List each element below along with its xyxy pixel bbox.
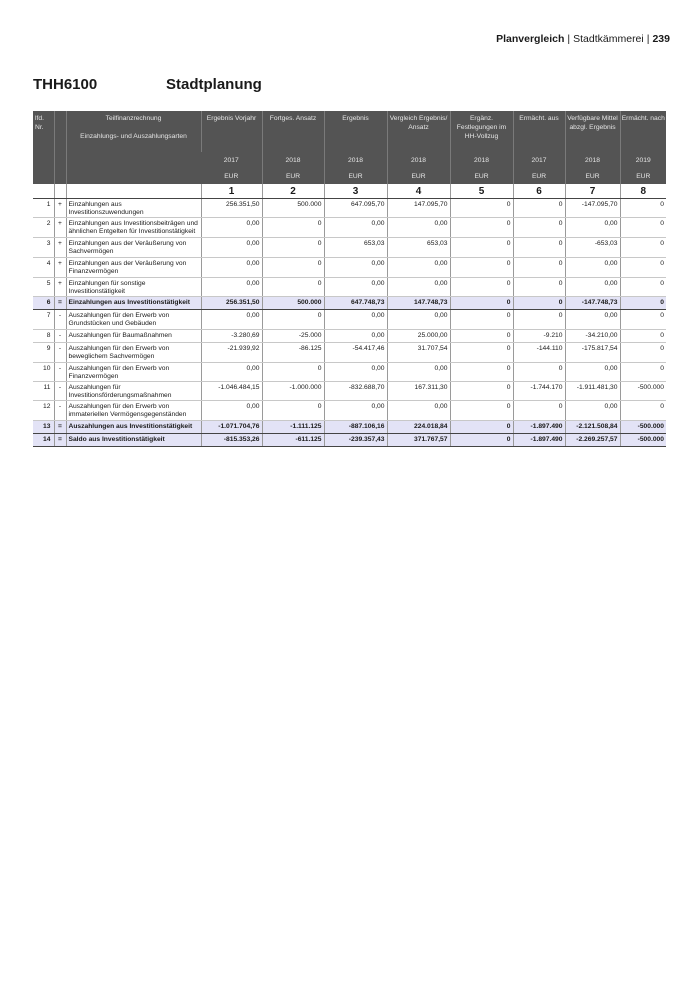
cell-value: 0 [513, 199, 565, 218]
cell-value: 0,00 [565, 218, 620, 238]
finance-table [33, 111, 666, 447]
col-header-1: Ergebnis Vorjahr [201, 111, 262, 152]
col-number-2: 2 [262, 184, 324, 199]
cell-value: -25.000 [262, 330, 324, 343]
row-number: 6 [33, 297, 54, 310]
cell-value: 0,00 [201, 258, 262, 278]
col-unit-1: EUR [201, 168, 262, 184]
row-sign: + [54, 218, 66, 238]
table-row [33, 330, 666, 343]
cell-value: 0 [513, 258, 565, 278]
col-header-label-1: Teilfinanzrechnung [105, 115, 162, 122]
cell-value: 0,00 [201, 238, 262, 258]
row-number: 12 [33, 401, 54, 421]
col-header-label-2: Einzahlungs- und Auszahlungsarten [80, 133, 187, 140]
row-label: Auszahlungen für Investitionsförderungsmaßnahmen [66, 382, 201, 401]
cell-value: 0 [620, 258, 666, 278]
cell-value: 0 [513, 310, 565, 330]
cell-value: -815.353,26 [201, 434, 262, 447]
cell-value: 0 [450, 401, 513, 421]
department-name: Stadtkämmerei [573, 33, 644, 45]
cell-value: 0,00 [565, 363, 620, 382]
row-label: Auszahlungen für den Erwerb von Grundstücken und Gebäuden [66, 310, 201, 330]
cell-value: 167.311,30 [387, 382, 450, 401]
col-header-ifd: lfd. Nr. [33, 111, 54, 184]
cell-value: -500.000 [620, 434, 666, 447]
cell-value: 147.748,73 [387, 297, 450, 310]
row-number: 3 [33, 238, 54, 258]
cell-value: 371.767,57 [387, 434, 450, 447]
cell-value: 0,00 [324, 363, 387, 382]
cell-value: 0,00 [387, 401, 450, 421]
col-year-3: 2018 [324, 152, 387, 168]
cell-value: 147.095,70 [387, 199, 450, 218]
cell-value: 0,00 [324, 330, 387, 343]
cell-value: 0 [620, 363, 666, 382]
cell-value: 0 [262, 310, 324, 330]
row-sign: + [54, 258, 66, 278]
cell-value: 0 [262, 278, 324, 297]
cell-value: 31.707,54 [387, 343, 450, 363]
col-number-6: 6 [513, 184, 565, 199]
cell-value: 224.018,84 [387, 421, 450, 434]
row-label: Auszahlungen für den Erwerb von immateriellen Vermögensgegenständen [66, 401, 201, 421]
cell-value: 0,00 [201, 363, 262, 382]
col-header-sign [54, 111, 66, 184]
cell-value: 0,00 [201, 278, 262, 297]
row-number: 7 [33, 310, 54, 330]
cell-value: -1.911.481,30 [565, 382, 620, 401]
col-year-1: 2017 [201, 152, 262, 168]
row-label: Einzahlungen aus Investitionszuwendungen [66, 199, 201, 218]
row-sign: = [54, 421, 66, 434]
cell-value: 0 [262, 238, 324, 258]
col-year-2: 2018 [262, 152, 324, 168]
table-header [33, 111, 666, 199]
cell-value: -832.688,70 [324, 382, 387, 401]
cell-value: 0 [450, 297, 513, 310]
col-unit-4: EUR [387, 168, 450, 184]
col-header-8: Ermächt. nach [620, 111, 666, 152]
cell-value: -2.269.257,57 [565, 434, 620, 447]
col-number-1: 1 [201, 184, 262, 199]
page-header: Planvergleich | Stadtkämmerei | 239 [496, 33, 670, 45]
row-sign: + [54, 278, 66, 297]
cell-value: 647.095,70 [324, 199, 387, 218]
row-sign: - [54, 401, 66, 421]
row-number: 11 [33, 382, 54, 401]
row-label: Einzahlungen aus der Veräußerung von Sachvermögen [66, 238, 201, 258]
cell-value: -21.939,92 [201, 343, 262, 363]
cell-value: 0,00 [324, 218, 387, 238]
cell-value: 0 [450, 278, 513, 297]
cell-value: 0 [620, 330, 666, 343]
cell-value: 0 [620, 199, 666, 218]
cell-value: 0,00 [201, 218, 262, 238]
cell-value: -3.280,69 [201, 330, 262, 343]
col-header-4: Vergleich Ergebnis/ Ansatz [387, 111, 450, 152]
col-unit-3: EUR [324, 168, 387, 184]
cell-value: 653,03 [387, 238, 450, 258]
table-row [33, 382, 666, 401]
cell-value: -1.071.704,76 [201, 421, 262, 434]
table-row [33, 218, 666, 238]
cell-value: -2.121.508,84 [565, 421, 620, 434]
col-header-6: Ermächt. aus [513, 111, 565, 152]
col-header-5: Ergänz. Festlegungen im HH-Vollzug [450, 111, 513, 152]
cell-value: 0 [262, 401, 324, 421]
col-year-8: 2019 [620, 152, 666, 168]
row-number: 13 [33, 421, 54, 434]
col-number-8: 8 [620, 184, 666, 199]
col-unit-6: EUR [513, 168, 565, 184]
cell-value: -1.111.125 [262, 421, 324, 434]
table-row [33, 310, 666, 330]
page-number: 239 [652, 33, 670, 45]
cell-value: 0 [620, 218, 666, 238]
cell-value: 0,00 [387, 310, 450, 330]
row-sign: - [54, 330, 66, 343]
cell-value: 653,03 [324, 238, 387, 258]
cell-value: 0,00 [565, 278, 620, 297]
table-row [33, 238, 666, 258]
cell-value: -86.125 [262, 343, 324, 363]
cell-value: 0 [262, 363, 324, 382]
row-label: Auszahlungen für den Erwerb von Finanzvermögen [66, 363, 201, 382]
cell-value: 0 [513, 363, 565, 382]
cell-value: 0 [450, 238, 513, 258]
cell-value: -887.106,16 [324, 421, 387, 434]
col-unit-8: EUR [620, 168, 666, 184]
col-unit-2: EUR [262, 168, 324, 184]
cell-value: -1.000.000 [262, 382, 324, 401]
cell-value: 0 [513, 401, 565, 421]
row-sign: + [54, 199, 66, 218]
row-sign: - [54, 382, 66, 401]
cell-value: 0,00 [324, 278, 387, 297]
table-row [33, 258, 666, 278]
cell-value: 0 [450, 421, 513, 434]
cell-value: 0 [450, 343, 513, 363]
table-row [33, 363, 666, 382]
row-number: 4 [33, 258, 54, 278]
table-row-total [33, 434, 666, 447]
row-label: Einzahlungen aus der Veräußerung von Finanzvermögen [66, 258, 201, 278]
row-sign: + [54, 238, 66, 258]
cell-value: -34.210,00 [565, 330, 620, 343]
row-number: 9 [33, 343, 54, 363]
col-unit-5: EUR [450, 168, 513, 184]
section-title: Stadtplanung [166, 76, 262, 93]
cell-value: 0,00 [201, 310, 262, 330]
col-header-3: Ergebnis [324, 111, 387, 152]
row-sign: = [54, 297, 66, 310]
row-number: 10 [33, 363, 54, 382]
col-header-2: Fortges. Ansatz [262, 111, 324, 152]
row-label: Saldo aus Investitionstätigkeit [66, 434, 201, 447]
row-label: Einzahlungen aus Investitionstätigkeit [66, 297, 201, 310]
cell-value: 0 [620, 343, 666, 363]
row-label: Auszahlungen aus Investitionstätigkeit [66, 421, 201, 434]
table-row-total [33, 421, 666, 434]
row-sign: = [54, 434, 66, 447]
col-unit-7: EUR [565, 168, 620, 184]
cell-value: 0 [450, 218, 513, 238]
row-label: Auszahlungen für den Erwerb von beweglichem Sachvermögen [66, 343, 201, 363]
cell-value: 0 [620, 310, 666, 330]
row-sign: - [54, 310, 66, 330]
cell-value: 0 [513, 297, 565, 310]
col-year-5: 2018 [450, 152, 513, 168]
cell-value: 0 [513, 238, 565, 258]
cell-value: 256.351,50 [201, 199, 262, 218]
row-sign: - [54, 343, 66, 363]
cell-value: -653,03 [565, 238, 620, 258]
cell-value: -1.897.490 [513, 434, 565, 447]
cell-value: 0,00 [565, 258, 620, 278]
cell-value: -147.095,70 [565, 199, 620, 218]
cell-value: 500.000 [262, 199, 324, 218]
table-row [33, 199, 666, 218]
cell-value: 0,00 [387, 278, 450, 297]
cell-value: 647.748,73 [324, 297, 387, 310]
column-number-row [33, 184, 666, 199]
cell-value: 0,00 [387, 363, 450, 382]
col-number-7: 7 [565, 184, 620, 199]
row-sign: - [54, 363, 66, 382]
cell-value: -239.357,43 [324, 434, 387, 447]
col-header-label [66, 111, 201, 184]
cell-value: -1.744.170 [513, 382, 565, 401]
cell-value: 0 [450, 330, 513, 343]
cell-value: 0,00 [324, 401, 387, 421]
row-number: 1 [33, 199, 54, 218]
cell-value: -144.110 [513, 343, 565, 363]
cell-value: 0 [450, 434, 513, 447]
cell-value: -1.046.484,15 [201, 382, 262, 401]
cell-value: 0 [450, 258, 513, 278]
table-row [33, 278, 666, 297]
table-row [33, 401, 666, 421]
cell-value: 0 [262, 218, 324, 238]
cell-value: -147.748,73 [565, 297, 620, 310]
cell-value: -611.125 [262, 434, 324, 447]
table-row [33, 343, 666, 363]
report-title: Planvergleich [496, 33, 565, 45]
col-number-3: 3 [324, 184, 387, 199]
cell-value: 0,00 [387, 258, 450, 278]
cell-value: 0 [620, 278, 666, 297]
table-row-total [33, 297, 666, 310]
cell-value: -9.210 [513, 330, 565, 343]
cell-value: 0,00 [565, 310, 620, 330]
row-number: 5 [33, 278, 54, 297]
cell-value: 0 [262, 258, 324, 278]
cell-value: 0 [513, 278, 565, 297]
cell-value: 0 [450, 363, 513, 382]
cell-value: -54.417,46 [324, 343, 387, 363]
table-body [33, 199, 666, 447]
col-number-4: 4 [387, 184, 450, 199]
row-label: Einzahlungen aus Investitionsbeiträgen und ähnlichen Entgelten für Investitionstätigkeit [66, 218, 201, 238]
cell-value: 0 [513, 218, 565, 238]
cell-value: 0,00 [387, 218, 450, 238]
cell-value: 0 [620, 238, 666, 258]
cell-value: 0 [620, 297, 666, 310]
cell-value: -1.897.490 [513, 421, 565, 434]
row-number: 2 [33, 218, 54, 238]
cell-value: 25.000,00 [387, 330, 450, 343]
cell-value: -175.817,54 [565, 343, 620, 363]
budget-code: THH6100 [33, 76, 98, 93]
cell-value: 0 [450, 382, 513, 401]
row-number: 8 [33, 330, 54, 343]
col-header-7: Verfügbare Mittel abzgl. Ergebnis [565, 111, 620, 152]
row-label: Auszahlungen für Baumaßnahmen [66, 330, 201, 343]
col-number-5: 5 [450, 184, 513, 199]
cell-value: 256.351,50 [201, 297, 262, 310]
row-label: Einzahlungen für sonstige Investitionstätigkeit [66, 278, 201, 297]
cell-value: 0,00 [324, 310, 387, 330]
row-number: 14 [33, 434, 54, 447]
cell-value: 0 [450, 199, 513, 218]
cell-value: 0,00 [565, 401, 620, 421]
cell-value: -500.000 [620, 421, 666, 434]
col-year-7: 2018 [565, 152, 620, 168]
cell-value: 0 [620, 401, 666, 421]
cell-value: 500.000 [262, 297, 324, 310]
col-year-4: 2018 [387, 152, 450, 168]
cell-value: 0,00 [324, 258, 387, 278]
cell-value: 0,00 [201, 401, 262, 421]
col-year-6: 2017 [513, 152, 565, 168]
cell-value: -500.000 [620, 382, 666, 401]
cell-value: 0 [450, 310, 513, 330]
